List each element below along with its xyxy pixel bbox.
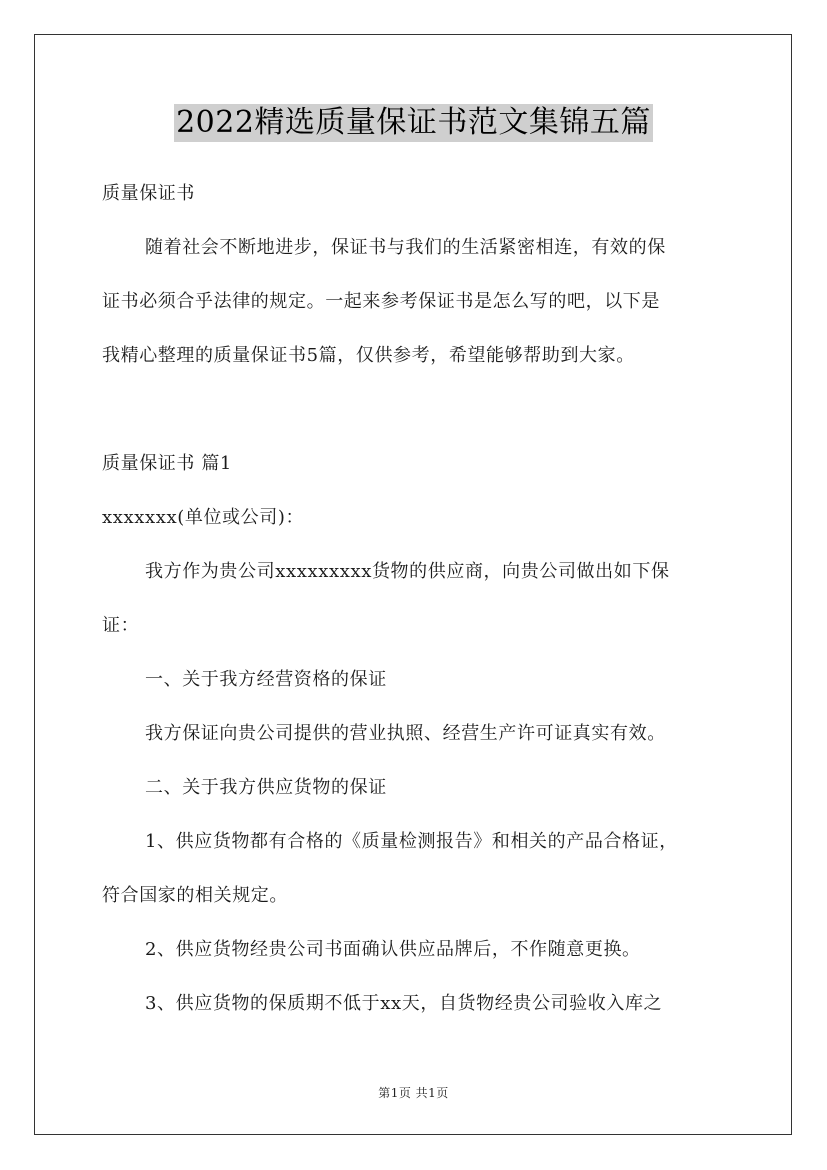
addressee-line: xxxxxxx(单位或公司)： <box>102 507 305 528</box>
paragraph-line: 我方作为贵公司xxxxxxxxx货物的供应商，向贵公司做出如下保 <box>145 561 670 582</box>
paragraph-line: 证： <box>102 615 140 636</box>
page-footer: 第1页 共1页 <box>378 1086 449 1100</box>
title-container <box>0 104 827 142</box>
paragraph-line: 符合国家的相关规定。 <box>102 885 288 906</box>
paragraph-line: 1、供应货物都有合格的《质量检测报告》和相关的产品合格证， <box>145 831 678 852</box>
subheading: 一、关于我方经营资格的保证 <box>145 669 387 690</box>
document-title: 2022精选质量保证书范文集锦五篇 <box>176 105 651 140</box>
section-heading: 质量保证书 <box>102 183 195 204</box>
paragraph-line: 我方保证向贵公司提供的营业执照、经营生产许可证真实有效。 <box>145 723 666 744</box>
paragraph-line: 随着社会不断地进步，保证书与我们的生活紧密相连，有效的保 <box>145 237 666 258</box>
subheading: 二、关于我方供应货物的保证 <box>145 777 387 798</box>
section-heading: 质量保证书 篇1 <box>102 453 232 474</box>
paragraph-line: 我精心整理的质量保证书5篇，仅供参考，希望能够帮助到大家。 <box>102 345 635 366</box>
paragraph-line: 2、供应货物经贵公司书面确认供应品牌后，不作随意更换。 <box>145 939 641 960</box>
paragraph-line: 3、供应货物的保质期不低于xx天，自货物经贵公司验收入库之 <box>145 993 663 1014</box>
paragraph-line: 证书必须合乎法律的规定。一起来参考保证书是怎么写的吧，以下是 <box>102 291 660 312</box>
